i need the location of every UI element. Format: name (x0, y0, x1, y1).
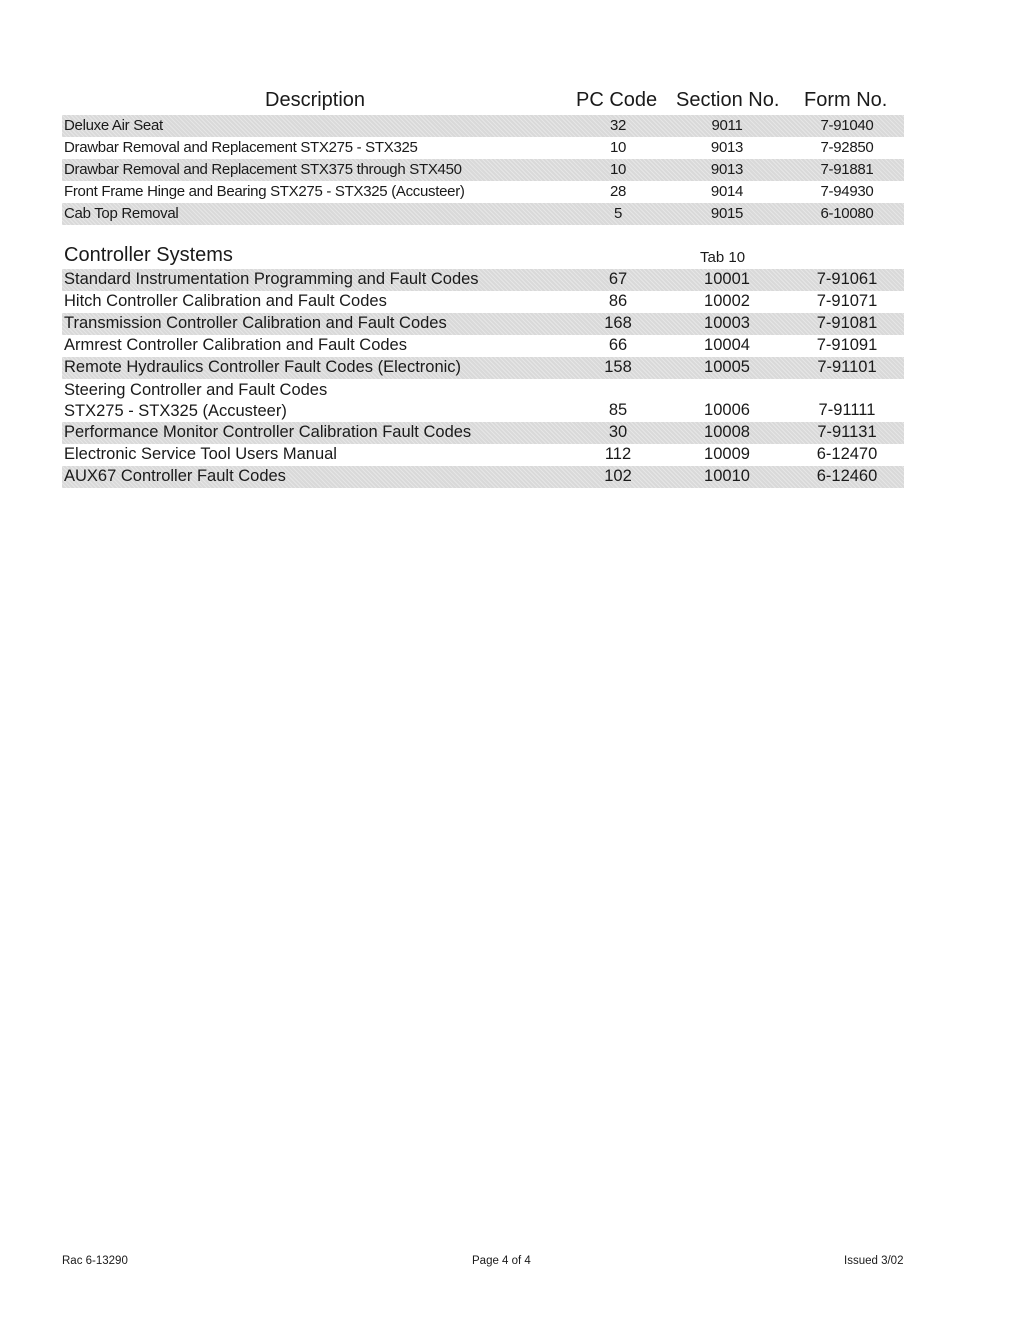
table-header (62, 86, 904, 114)
row-pc-code: 32 (609, 117, 627, 134)
row-form-no: 6-10080 (820, 205, 874, 222)
row-form-no: 7-91881 (820, 161, 874, 178)
table-row (62, 379, 904, 422)
row-pc-code: 30 (608, 423, 628, 441)
row-pc-code: 85 (608, 401, 628, 419)
table-row (62, 335, 904, 357)
tab-label: Tab 10 (700, 249, 746, 266)
row-pc-code: 158 (604, 358, 632, 376)
row-section-no: 10008 (704, 423, 750, 441)
controller-systems-table (62, 269, 904, 488)
row-section-no: 9013 (710, 161, 744, 178)
footer-doc-number: Rac 6-13290 (62, 1255, 128, 1267)
header-pc-code: PC Code (576, 89, 658, 111)
row-section-no: 10006 (704, 401, 750, 419)
row-section-no: 10009 (704, 445, 750, 463)
table-row (62, 291, 904, 313)
row-section-no: 10003 (704, 314, 750, 332)
row-description: Deluxe Air Seat (64, 117, 163, 134)
header-description: Description (265, 89, 366, 111)
row-form-no: 7-91091 (816, 336, 878, 354)
row-description: Armrest Controller Calibration and Fault Codes (64, 336, 407, 354)
row-description: Electronic Service Tool Users Manual (64, 445, 337, 463)
row-form-no: 7-92850 (820, 139, 874, 156)
row-pc-code: 28 (609, 183, 627, 200)
row-section-no: 10004 (704, 336, 750, 354)
table-row (62, 181, 904, 203)
row-description: Remote Hydraulics Controller Fault Codes (Electronic) (64, 358, 462, 376)
table-row (62, 159, 904, 181)
row-pc-code: 112 (604, 445, 632, 463)
table-row (62, 313, 904, 335)
row-description: Standard Instrumentation Programming and Fault Codes (64, 270, 479, 288)
row-form-no: 7-91040 (820, 117, 874, 134)
row-form-no: 7-91061 (816, 270, 878, 288)
row-pc-code: 86 (608, 292, 628, 310)
row-form-no: 7-94930 (820, 183, 874, 200)
row-section-no: 10005 (704, 358, 750, 376)
row-form-no: 7-91081 (816, 314, 878, 332)
row-pc-code: 67 (608, 270, 628, 288)
row-description: Transmission Controller Calibration and Fault Codes (64, 314, 447, 332)
row-section-no: 9014 (710, 183, 744, 200)
row-form-no: 7-91071 (816, 292, 878, 310)
footer-page-number: Page 4 of 4 (472, 1255, 531, 1267)
row-description: AUX67 Controller Fault Codes (64, 467, 286, 485)
row-form-no: 6-12460 (816, 467, 878, 485)
service-manual-table (62, 115, 904, 225)
row-pc-code: 10 (609, 161, 627, 178)
table-row (62, 422, 904, 444)
header-form-no: Form No. (804, 89, 888, 111)
table-row (62, 269, 904, 291)
row-form-no: 7-91101 (817, 358, 877, 376)
table-row (62, 115, 904, 137)
row-description: Drawbar Removal and Replacement STX275 - STX325 (64, 139, 418, 156)
row-description: Front Frame Hinge and Bearing STX275 - STX325 (Accusteer) (64, 183, 465, 200)
row-description: Drawbar Removal and Replacement STX375 through STX450 (64, 161, 462, 178)
table-row (62, 466, 904, 488)
row-section-no: 9013 (710, 139, 744, 156)
table-row (62, 203, 904, 225)
row-pc-code: 10 (609, 139, 627, 156)
table-row (62, 137, 904, 159)
row-pc-code: 66 (608, 336, 628, 354)
row-description: Hitch Controller Calibration and Fault Codes (64, 292, 387, 310)
row-section-no: 9015 (710, 205, 744, 222)
header-section-no: Section No. (676, 89, 780, 111)
row-section-no: 9011 (711, 117, 743, 134)
row-form-no: 7-91111 (818, 401, 876, 419)
row-section-no: 10002 (704, 292, 750, 310)
row-section-no: 10010 (704, 467, 750, 485)
row-description: Steering Controller and Fault Codes STX275 - STX325 (Accusteer) (64, 381, 328, 420)
footer-issued-date: Issued 3/02 (844, 1255, 904, 1267)
row-pc-code: 168 (604, 314, 632, 332)
row-form-no: 7-91131 (817, 423, 877, 441)
table-row (62, 357, 904, 379)
row-pc-code: 5 (613, 205, 623, 222)
section-title-controller-systems: Controller Systems (64, 244, 233, 266)
table-row (62, 444, 904, 466)
row-description: Cab Top Removal (64, 205, 179, 222)
row-section-no: 10001 (704, 270, 750, 288)
row-pc-code: 102 (604, 467, 632, 485)
row-form-no: 6-12470 (816, 445, 878, 463)
row-description: Performance Monitor Controller Calibration Fault Codes (64, 423, 472, 441)
